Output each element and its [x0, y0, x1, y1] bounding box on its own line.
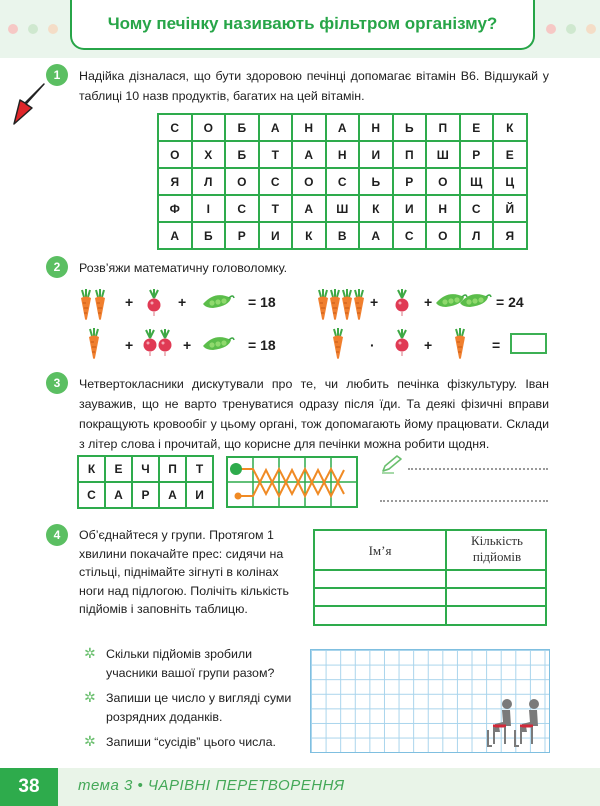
letter-cell: А — [159, 482, 186, 508]
sun-bullet-icon: ✲ — [84, 645, 96, 661]
grid-cell[interactable]: Ц — [493, 168, 527, 195]
grid-cell[interactable]: Ь — [393, 114, 427, 141]
grid-row — [158, 114, 527, 141]
grid-cell[interactable]: Е — [493, 141, 527, 168]
grid-cell[interactable]: Л — [460, 222, 494, 249]
task-number: 2 — [46, 256, 68, 278]
grid-row — [158, 195, 527, 222]
plus-sign: + — [370, 294, 379, 310]
letter-cell: Ч — [132, 456, 159, 482]
letter-cell: Е — [105, 456, 132, 482]
results-table — [313, 529, 547, 626]
answer-line[interactable] — [380, 500, 548, 502]
radish-icon — [142, 328, 176, 362]
grid-cell[interactable]: А — [259, 114, 293, 141]
multiply-sign: · — [370, 337, 375, 353]
sun-bullet-icon: ✲ — [84, 689, 96, 705]
grid-cell[interactable]: К — [292, 222, 326, 249]
grid-cell[interactable]: Н — [426, 195, 460, 222]
grid-cell[interactable]: С — [225, 195, 259, 222]
grid-cell[interactable]: А — [292, 141, 326, 168]
bullet-text: Скільки підйомів зробили учасники вашої групи разом? — [106, 647, 275, 680]
grid-cell[interactable]: С — [460, 195, 494, 222]
equals-sign: = — [492, 337, 501, 353]
radish-icon — [146, 288, 164, 322]
plus-sign: + — [424, 337, 433, 353]
grid-cell[interactable]: О — [292, 168, 326, 195]
grid-row — [158, 141, 527, 168]
task-number: 3 — [46, 372, 68, 394]
grid-cell[interactable]: П — [393, 141, 427, 168]
decor-dot — [586, 24, 596, 34]
column-header-count: Кількість підйомів — [470, 533, 523, 564]
carrot-icon — [452, 327, 468, 361]
page-number: 38 — [0, 768, 58, 806]
table-divider — [315, 587, 545, 589]
grid-cell[interactable]: Х — [192, 141, 226, 168]
grid-cell[interactable]: С — [326, 168, 360, 195]
grid-cell[interactable]: Н — [292, 114, 326, 141]
decor-dot — [8, 24, 18, 34]
plus-sign: + — [183, 337, 192, 353]
grid-row — [158, 168, 527, 195]
carrot-icon — [330, 327, 346, 361]
grid-cell[interactable]: Н — [326, 141, 360, 168]
task2-text: Розв’яжи математичну головоломку. — [79, 261, 288, 275]
answer-line[interactable] — [408, 468, 548, 470]
grid-cell[interactable]: П — [426, 114, 460, 141]
grid-cell[interactable]: Ш — [426, 141, 460, 168]
grid-cell[interactable]: Р — [460, 141, 494, 168]
grid-cell[interactable]: И — [359, 141, 393, 168]
task1-text: Надійка дізналася, що бути здоровою печінці допомагає вітамін В6. Відшукай у таблиці 10 назв продуктів, багатих на цей вітамін. — [79, 69, 549, 103]
equation-result: = 24 — [496, 294, 524, 310]
grid-cell[interactable]: Я — [493, 222, 527, 249]
table-divider — [315, 605, 545, 607]
grid-cell[interactable]: Б — [225, 141, 259, 168]
radish-icon — [394, 288, 412, 322]
grid-cell[interactable]: Б — [225, 114, 259, 141]
word-search-grid — [157, 113, 528, 250]
decor-dot — [28, 24, 38, 34]
topic-label: тема 3 • ЧАРІВНІ ПЕРЕТВОРЕННЯ — [78, 777, 345, 794]
pea-pod-icon — [202, 294, 236, 310]
sun-bullet-icon: ✲ — [84, 733, 96, 749]
grid-cell[interactable]: К — [359, 195, 393, 222]
letter-cell: К — [78, 456, 105, 482]
carrot-icon — [78, 288, 112, 322]
letter-path-diagram — [226, 456, 358, 508]
grid-cell[interactable]: Я — [158, 168, 192, 195]
decor-dot — [566, 24, 576, 34]
task-number: 4 — [46, 524, 68, 546]
letter-cell: П — [159, 456, 186, 482]
bullet-text: Запиши “сусідів” цього числа. — [106, 735, 276, 749]
grid-cell[interactable]: А — [158, 222, 192, 249]
grid-cell[interactable]: Н — [359, 114, 393, 141]
carrot-icon — [316, 288, 366, 322]
decor-dot — [48, 24, 58, 34]
carrot-icon — [86, 327, 102, 361]
grid-cell[interactable]: А — [359, 222, 393, 249]
grid-cell[interactable]: О — [225, 168, 259, 195]
decor-dot — [546, 24, 556, 34]
grid-cell[interactable]: С — [393, 222, 427, 249]
grid-cell[interactable]: І — [192, 195, 226, 222]
grid-cell[interactable]: Л — [192, 168, 226, 195]
grid-cell[interactable]: С — [259, 168, 293, 195]
pea-pod-icon — [436, 292, 492, 312]
pointer-arrow-icon — [12, 80, 48, 128]
grid-cell[interactable]: О — [426, 168, 460, 195]
grid-cell[interactable]: А — [326, 114, 360, 141]
task4-text: Об’єднайтеся у групи. Протягом 1 хвилини покачайте прес: сидячи на стільці, піднімайте зігнуті в колінах ноги над підлогою. Полічіть кількість підйомів і заповніть таблицю. — [79, 528, 289, 616]
title-box — [70, 0, 535, 50]
plus-sign: + — [125, 294, 134, 310]
letter-row — [78, 456, 213, 482]
grid-cell[interactable]: Щ — [460, 168, 494, 195]
plus-sign: + — [125, 337, 134, 353]
grid-cell[interactable]: Р — [225, 222, 259, 249]
grid-cell[interactable]: Ф — [158, 195, 192, 222]
grid-cell[interactable]: С — [158, 114, 192, 141]
grid-cell[interactable]: О — [192, 114, 226, 141]
table-divider — [315, 569, 545, 571]
letter-row — [78, 482, 213, 508]
grid-cell[interactable]: А — [292, 195, 326, 222]
bullet-text: Запиши це число у вигляді суми розрядних доданків. — [106, 691, 292, 724]
grid-cell[interactable]: О — [426, 222, 460, 249]
grid-cell[interactable]: Р — [393, 168, 427, 195]
plus-sign: + — [178, 294, 187, 310]
group-work-icon — [484, 696, 546, 752]
grid-cell[interactable]: Т — [259, 141, 293, 168]
grid-cell[interactable]: Й — [493, 195, 527, 222]
grid-cell[interactable]: И — [393, 195, 427, 222]
grid-cell[interactable]: Ш — [326, 195, 360, 222]
grid-cell[interactable]: Ь — [359, 168, 393, 195]
page-title: Чому печінку називають фільтром організму? — [107, 14, 498, 33]
task-number: 1 — [46, 64, 68, 86]
column-header-name: Ім’я — [368, 543, 392, 558]
letter-cell: Т — [186, 456, 213, 482]
grid-cell[interactable]: И — [259, 222, 293, 249]
grid-cell[interactable]: Т — [259, 195, 293, 222]
plus-sign: + — [424, 294, 433, 310]
letter-cell: А — [105, 482, 132, 508]
letter-grid — [77, 455, 214, 509]
task3-text: Четвертокласники дискутували про те, чи любить печінка фізкультуру. Іван зауважив, що не варто тренуватися одразу після їди. Та деякі фізичні вправи покращують кровообіг у цьому органі, тож допомагають йому працювати. Склади з літер слова і прочитай, що корисне для печінки можна робити щодня. — [79, 377, 549, 451]
equation-result: = 18 — [248, 337, 276, 353]
letter-cell: Р — [132, 482, 159, 508]
pencil-icon — [380, 454, 404, 474]
radish-icon — [394, 328, 412, 362]
grid-cell[interactable]: Б — [192, 222, 226, 249]
grid-cell[interactable]: Е — [460, 114, 494, 141]
grid-cell[interactable]: В — [326, 222, 360, 249]
pea-pod-icon — [202, 336, 236, 352]
equation-result: = 18 — [248, 294, 276, 310]
grid-cell[interactable]: О — [158, 141, 192, 168]
letter-cell: И — [186, 482, 213, 508]
answer-box[interactable] — [510, 333, 547, 354]
grid-row — [158, 222, 527, 249]
grid-cell[interactable]: К — [493, 114, 527, 141]
letter-cell: С — [78, 482, 105, 508]
table-divider — [445, 531, 447, 624]
